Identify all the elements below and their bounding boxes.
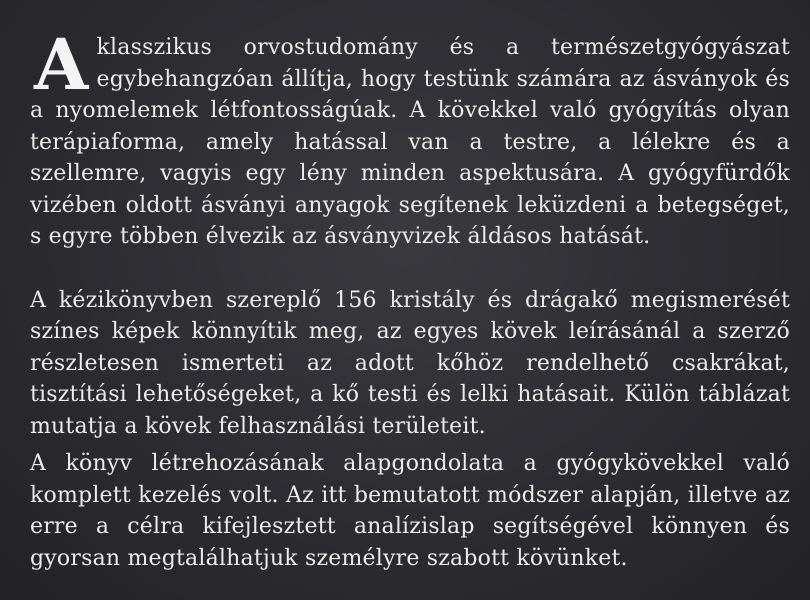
paragraph-intro (30, 23, 790, 253)
paragraph-intro-text: klasszikus orvostudomány és a természetgyógyászat egybehangzóan állítja, hogy testünk számára az ásványok és a nyomelemek létfontosságúak. A kövekkel való gyógyítás olyan terápiaforma, amely hatással van a testre, a lélekre és a szellemre, vagyis egy lény minden aspektusára. A gyógyfürdők vizében oldott ásványi anyagok segítenek leküzdeni a betegséget, s egyre többen élvezik az ásványvizek áldásos hatását. (30, 35, 790, 249)
paragraph-spacer (30, 253, 790, 285)
paragraph-content: A kézikönyvben szereplő 156 kristály és drágakő megismerését színes képek könnyítik meg, az egyes kövek leírásánál a szerző részletesen ismerteti az adott kőhöz rendelhető csakrákat, tisztítási lehetőségeket, a kő testi és lelki hatásait. Külön táblázat mutatja a kövek felhasználási területeit. (30, 287, 790, 439)
drop-cap: A (34, 23, 89, 106)
paragraph-concept: A könyv létrehozásának alapgondolata a gyógykövekkel való komplett kezelés volt. Az itt bemutatott módszer alapján, illetve az erre a célra kifejlesztett analízislap segítségével könnyen és gyorsan megtalálhatjuk személyre szabott kövünket. (30, 451, 790, 571)
blurb-text (30, 23, 790, 574)
